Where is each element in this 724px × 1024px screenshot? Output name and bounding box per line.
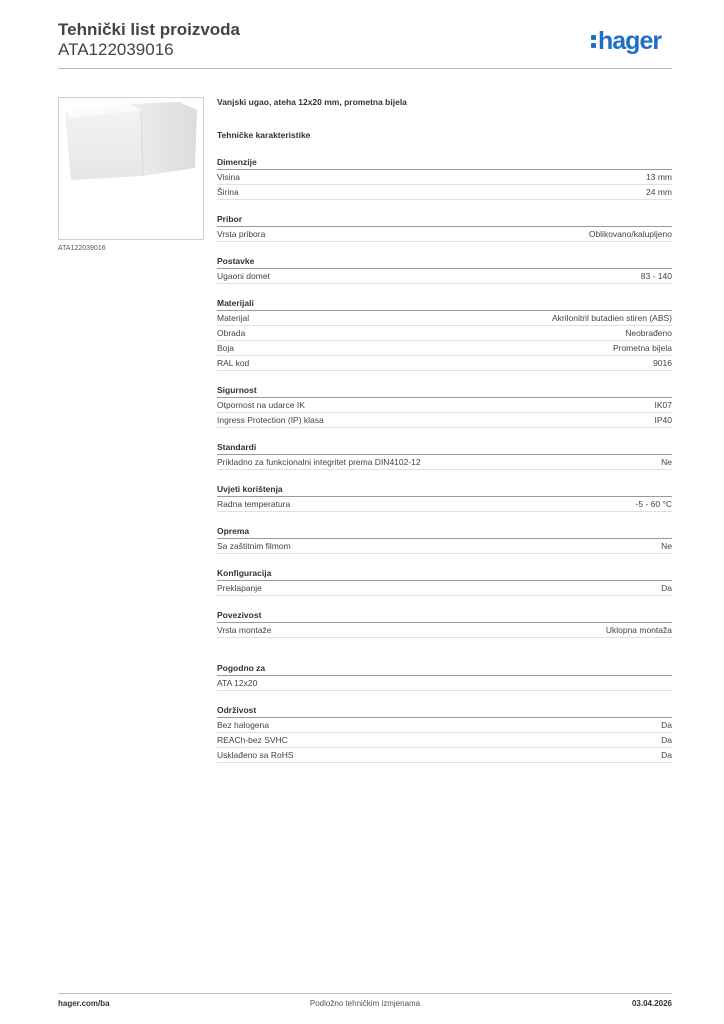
footer-website: hager.com/ba	[58, 999, 110, 1008]
section-title: Materijali	[217, 297, 672, 311]
spec-label: Ugaoni domet	[217, 271, 270, 281]
section-title: Dimenzije	[217, 156, 672, 170]
section-title: Pribor	[217, 213, 672, 227]
spec-value: Da	[661, 720, 672, 730]
header-divider	[58, 68, 672, 69]
spec-label: RAL kod	[217, 358, 250, 368]
spec-value: IK07	[654, 400, 672, 410]
spec-row	[217, 539, 672, 554]
spec-row	[217, 623, 672, 638]
product-image	[58, 97, 204, 240]
spec-row	[217, 413, 672, 428]
spec-label: Visina	[217, 172, 240, 182]
spec-value: Uklopna montaža	[605, 625, 672, 635]
spec-value: 9016	[653, 358, 672, 368]
spec-label: Ingress Protection (IP) klasa	[217, 415, 324, 425]
spec-row	[217, 581, 672, 596]
spec-value: Akrilonitril butadien stiren (ABS)	[552, 313, 672, 323]
spec-row	[217, 170, 672, 185]
page-footer	[58, 993, 672, 1013]
spec-value: Oblikovano/kalupljeno	[588, 229, 672, 239]
spec-sheet	[217, 96, 672, 763]
spec-value: IP40	[654, 415, 672, 425]
logo-dots-icon	[591, 35, 596, 48]
spec-label: Preklapanje	[217, 583, 262, 593]
spec-label: Širina	[217, 187, 239, 197]
section-title: Uvjeti korištenja	[217, 483, 672, 497]
spec-label: Boja	[217, 343, 235, 353]
spec-row	[217, 269, 672, 284]
spec-label: Otpornost na udarce IK	[217, 400, 305, 410]
spec-value: -5 - 60 °C	[635, 499, 672, 509]
spec-label: Vrsta montaže	[217, 625, 272, 635]
product-name: Vanjski ugao, ateha 12x20 mm, prometna bijela	[217, 97, 407, 107]
spec-heading: Tehničke karakteristike	[217, 130, 311, 140]
spec-section	[217, 384, 672, 428]
spec-value: Da	[661, 583, 672, 593]
spec-row	[217, 326, 672, 341]
spec-section	[217, 662, 672, 691]
spec-section	[217, 297, 672, 371]
section-title: Oprema	[217, 525, 672, 539]
section-title: Pogodno za	[217, 662, 672, 676]
spec-label: Prikladno za funkcionalni integritet prema DIN4102-12	[217, 457, 421, 467]
spec-row	[217, 227, 672, 242]
spec-section	[217, 441, 672, 470]
spec-value: 24 mm	[646, 187, 672, 197]
spec-row	[217, 748, 672, 763]
spec-row	[217, 356, 672, 371]
spec-label: Usklađeno sa RoHS	[217, 750, 294, 760]
footer-date: 03.04.2026	[631, 999, 672, 1008]
spec-value: 83 - 140	[640, 271, 672, 281]
spec-value: Da	[661, 735, 672, 745]
document-header	[58, 20, 240, 60]
section-title: Konfiguracija	[217, 567, 672, 581]
section-title: Sigurnost	[217, 384, 672, 398]
spec-section	[217, 255, 672, 284]
section-title: Postavke	[217, 255, 672, 269]
spec-row	[217, 398, 672, 413]
product-code: ATA122039016	[58, 40, 174, 59]
spec-section	[217, 483, 672, 512]
spec-label: Materijal	[217, 313, 250, 323]
spec-value: 13 mm	[646, 172, 672, 182]
spec-label: Obrada	[217, 328, 246, 338]
spec-value: Da	[661, 750, 672, 760]
spec-label: Radna temperatura	[217, 499, 291, 509]
spec-row	[217, 733, 672, 748]
spec-row	[217, 341, 672, 356]
section-title: Povezivost	[217, 609, 672, 623]
hager-logo	[591, 27, 661, 55]
spec-section	[217, 213, 672, 242]
section-title: Održivost	[217, 704, 672, 718]
spec-label: ATA 12x20	[217, 678, 258, 688]
spec-value: Ne	[661, 457, 672, 467]
spec-row	[217, 311, 672, 326]
spec-section	[217, 609, 672, 638]
spec-label: Sa zaštitnim filmom	[217, 541, 291, 551]
spec-section	[217, 567, 672, 596]
spec-section	[217, 156, 672, 200]
spec-row	[217, 718, 672, 733]
spec-label: REACh-bez SVHC	[217, 735, 288, 745]
spec-row	[217, 676, 672, 691]
document-title: Tehnički list proizvoda	[58, 20, 240, 39]
logo-text: hager	[598, 27, 662, 55]
spec-row	[217, 497, 672, 512]
spec-row	[217, 455, 672, 470]
spec-value: Neobrađeno	[625, 328, 672, 338]
spec-row	[217, 185, 672, 200]
spec-section	[217, 704, 672, 763]
spec-value: Prometna bijela	[612, 343, 672, 353]
section-title: Standardi	[217, 441, 672, 455]
spec-section	[217, 525, 672, 554]
corner-piece-image	[59, 98, 203, 239]
spec-label: Vrsta pribora	[217, 229, 266, 239]
spec-label: Bez halogena	[217, 720, 269, 730]
spec-value: Ne	[661, 541, 672, 551]
spec-sections	[217, 156, 672, 763]
footer-notice: Podložno tehničkim izmjenama	[309, 999, 421, 1008]
image-caption: ATA122039016	[58, 245, 106, 252]
